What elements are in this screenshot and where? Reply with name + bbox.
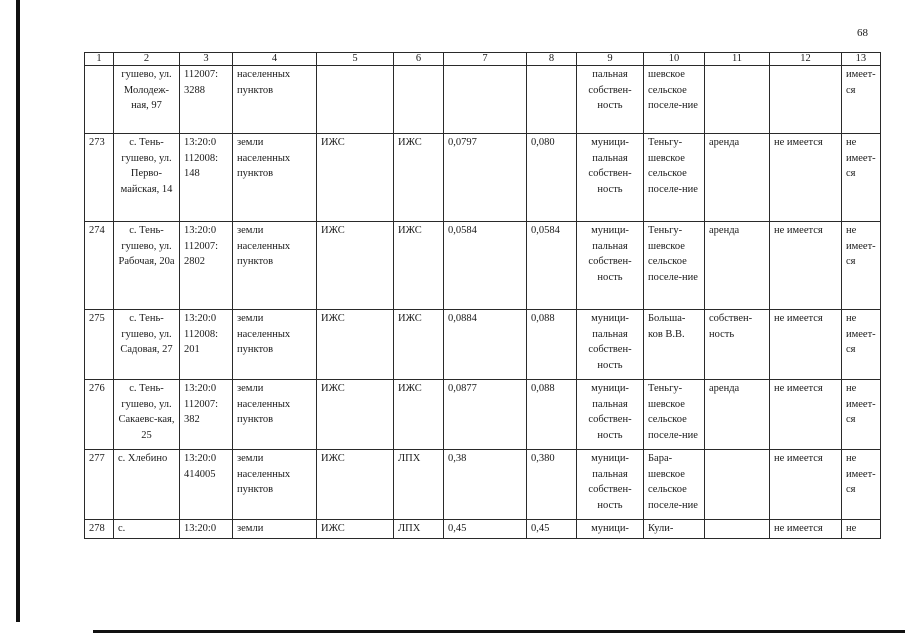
cadastral-number-cell: 13:20:0 112008: 201	[180, 310, 233, 380]
holder-cell: шевское сельское поселе-ние	[644, 66, 705, 134]
encumbrance-cell	[770, 66, 842, 134]
area-ha-cell: 0,45	[527, 520, 577, 539]
permitted-use-cell: ИЖС	[317, 222, 394, 310]
table-row	[85, 134, 881, 222]
land-category-cell: земли населенных пунктов	[233, 380, 317, 450]
ownership-type-cell: муници-пальная собствен-ность	[577, 222, 644, 310]
address-cell: с. Тень-гушево, ул. Перво-майская, 14	[114, 134, 180, 222]
holder-cell: Бара-шевское сельское поселе-ние	[644, 450, 705, 520]
encumbrance-cell: не имеется	[770, 450, 842, 520]
permitted-use-cell: ИЖС	[317, 310, 394, 380]
address-cell: с. Тень-гушево, ул. Рабочая, 20а	[114, 222, 180, 310]
restriction-cell: не имеет-ся	[842, 380, 881, 450]
permitted-use-cell: ИЖС	[317, 450, 394, 520]
table-row	[85, 520, 881, 539]
area-ha-cell: 0,088	[527, 310, 577, 380]
permitted-use-cell: ИЖС	[317, 520, 394, 539]
area-cell: 0,38	[444, 450, 527, 520]
restriction-cell: не	[842, 520, 881, 539]
area-cell: 0,0584	[444, 222, 527, 310]
ownership-type-cell: муници-пальная собствен-ность	[577, 450, 644, 520]
column-header: 7	[444, 53, 527, 66]
land-category-cell: земли	[233, 520, 317, 539]
holder-cell: Теньгу-шевское сельское поселе-ние	[644, 222, 705, 310]
land-register-table	[84, 52, 881, 539]
address-cell: с. Хлебино	[114, 450, 180, 520]
right-type-cell	[705, 520, 770, 539]
land-category-cell: земли населенных пунктов	[233, 134, 317, 222]
column-header: 9	[577, 53, 644, 66]
area-cell: 0,0884	[444, 310, 527, 380]
address-cell: с. Тень-гушево, ул. Сакаевс-кая, 25	[114, 380, 180, 450]
encumbrance-cell: не имеется	[770, 520, 842, 539]
encumbrance-cell: не имеется	[770, 310, 842, 380]
column-header: 2	[114, 53, 180, 66]
column-header: 5	[317, 53, 394, 66]
ownership-type-cell: муници-пальная собствен-ность	[577, 380, 644, 450]
encumbrance-cell: не имеется	[770, 380, 842, 450]
right-type-cell: аренда	[705, 134, 770, 222]
address-cell: с. Тень-гушево, ул. Садовая, 27	[114, 310, 180, 380]
actual-use-cell: ЛПХ	[394, 450, 444, 520]
area-ha-cell: 0,0584	[527, 222, 577, 310]
actual-use-cell: ИЖС	[394, 310, 444, 380]
encumbrance-cell: не имеется	[770, 222, 842, 310]
land-category-cell: земли населенных пунктов	[233, 310, 317, 380]
right-type-cell: аренда	[705, 380, 770, 450]
column-header: 3	[180, 53, 233, 66]
ownership-type-cell: муници-	[577, 520, 644, 539]
land-category-cell: земли населенных пунктов	[233, 450, 317, 520]
column-header: 8	[527, 53, 577, 66]
area-cell: 0,0797	[444, 134, 527, 222]
area-ha-cell: 0,080	[527, 134, 577, 222]
table-row	[85, 66, 881, 134]
scan-left-edge	[16, 0, 20, 622]
actual-use-cell: ИЖС	[394, 380, 444, 450]
area-cell	[444, 66, 527, 134]
right-type-cell: аренда	[705, 222, 770, 310]
row-number-cell: 277	[85, 450, 114, 520]
row-number-cell: 278	[85, 520, 114, 539]
right-type-cell	[705, 66, 770, 134]
row-number-cell: 273	[85, 134, 114, 222]
actual-use-cell	[394, 66, 444, 134]
restriction-cell: не имеет-ся	[842, 450, 881, 520]
restriction-cell: не имеет-ся	[842, 310, 881, 380]
ownership-type-cell: муници-пальная собствен-ность	[577, 134, 644, 222]
column-header: 11	[705, 53, 770, 66]
area-cell: 0,0877	[444, 380, 527, 450]
table-row	[85, 310, 881, 380]
permitted-use-cell: ИЖС	[317, 380, 394, 450]
cadastral-number-cell: 13:20:0 112007: 382	[180, 380, 233, 450]
address-cell: с.	[114, 520, 180, 539]
column-header: 13	[842, 53, 881, 66]
table-row	[85, 380, 881, 450]
holder-cell: Теньгу-шевское сельское поселе-ние	[644, 380, 705, 450]
row-number-cell: 276	[85, 380, 114, 450]
restriction-cell: не имеет-ся	[842, 222, 881, 310]
column-header: 10	[644, 53, 705, 66]
encumbrance-cell: не имеется	[770, 134, 842, 222]
cadastral-number-cell: 112007: 3288	[180, 66, 233, 134]
page-number: 68	[857, 27, 868, 39]
column-header: 4	[233, 53, 317, 66]
address-cell: гушево, ул. Молодеж-ная, 97	[114, 66, 180, 134]
holder-cell: Теньгу-шевское сельское поселе-ние	[644, 134, 705, 222]
table-row	[85, 450, 881, 520]
row-number-cell	[85, 66, 114, 134]
area-ha-cell: 0,380	[527, 450, 577, 520]
land-category-cell: населенных пунктов	[233, 66, 317, 134]
area-ha-cell	[527, 66, 577, 134]
land-category-cell: земли населенных пунктов	[233, 222, 317, 310]
row-number-cell: 274	[85, 222, 114, 310]
holder-cell: Кули-	[644, 520, 705, 539]
row-number-cell: 275	[85, 310, 114, 380]
actual-use-cell: ИЖС	[394, 134, 444, 222]
cadastral-number-cell: 13:20:0 112007: 2802	[180, 222, 233, 310]
right-type-cell	[705, 450, 770, 520]
column-header: 12	[770, 53, 842, 66]
area-cell: 0,45	[444, 520, 527, 539]
column-header: 1	[85, 53, 114, 66]
column-number-header	[85, 53, 881, 66]
area-ha-cell: 0,088	[527, 380, 577, 450]
permitted-use-cell	[317, 66, 394, 134]
scan-bottom-edge	[93, 630, 905, 633]
restriction-cell: имеет-ся	[842, 66, 881, 134]
cadastral-number-cell: 13:20:0	[180, 520, 233, 539]
ownership-type-cell: пальная собствен-ность	[577, 66, 644, 134]
cadastral-number-cell: 13:20:0 112008: 148	[180, 134, 233, 222]
table-row	[85, 222, 881, 310]
actual-use-cell: ИЖС	[394, 222, 444, 310]
cadastral-number-cell: 13:20:0 414005	[180, 450, 233, 520]
right-type-cell: собствен-ность	[705, 310, 770, 380]
permitted-use-cell: ИЖС	[317, 134, 394, 222]
column-header: 6	[394, 53, 444, 66]
actual-use-cell: ЛПХ	[394, 520, 444, 539]
holder-cell: Больша-ков В.В.	[644, 310, 705, 380]
ownership-type-cell: муници-пальная собствен-ность	[577, 310, 644, 380]
restriction-cell: не имеет-ся	[842, 134, 881, 222]
